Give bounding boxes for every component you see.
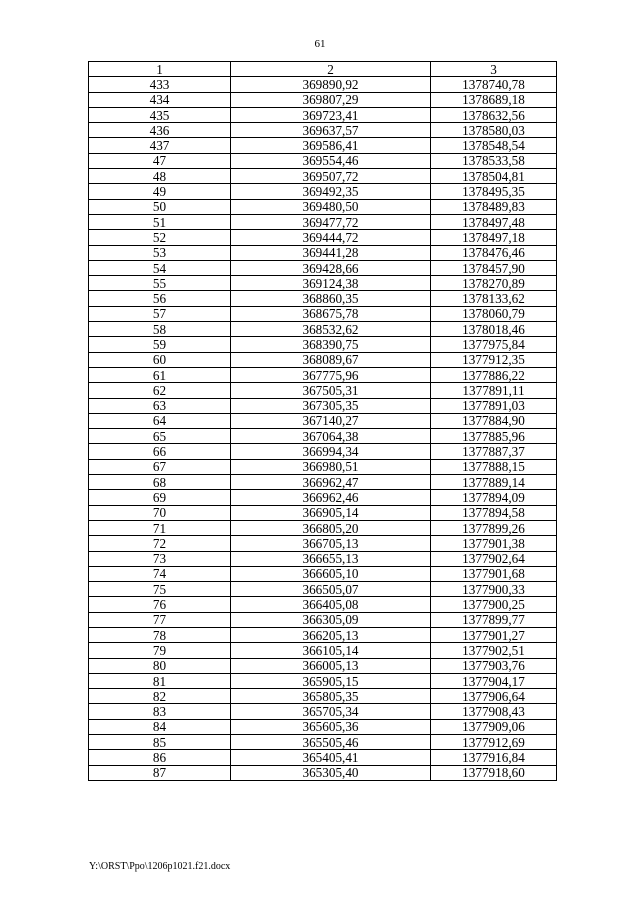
table-row — [89, 444, 557, 459]
table-row — [89, 566, 557, 581]
point-number-cell: 76 — [89, 597, 231, 612]
point-number-cell: 71 — [89, 520, 231, 535]
point-number-cell: 86 — [89, 750, 231, 765]
x-coordinate-cell: 366705,13 — [231, 536, 431, 551]
y-coordinate-cell: 1377975,84 — [431, 337, 557, 352]
table-body — [89, 77, 557, 781]
x-coordinate-cell: 366905,14 — [231, 505, 431, 520]
table-row — [89, 673, 557, 688]
x-coordinate-cell: 368860,35 — [231, 291, 431, 306]
table-row — [89, 765, 557, 780]
x-coordinate-cell: 366994,34 — [231, 444, 431, 459]
y-coordinate-cell: 1378495,35 — [431, 184, 557, 199]
table-row — [89, 735, 557, 750]
x-coordinate-cell: 369554,46 — [231, 153, 431, 168]
table-row — [89, 719, 557, 734]
table-row — [89, 306, 557, 321]
point-number-cell: 49 — [89, 184, 231, 199]
x-coordinate-cell: 369637,57 — [231, 123, 431, 138]
table-row — [89, 459, 557, 474]
y-coordinate-cell: 1377887,37 — [431, 444, 557, 459]
y-coordinate-cell: 1377900,33 — [431, 582, 557, 597]
y-coordinate-cell: 1378533,58 — [431, 153, 557, 168]
table-row — [89, 123, 557, 138]
table-row — [89, 367, 557, 382]
table-row — [89, 245, 557, 260]
y-coordinate-cell: 1377909,06 — [431, 719, 557, 734]
y-coordinate-cell: 1377891,11 — [431, 383, 557, 398]
table-row — [89, 612, 557, 627]
y-coordinate-cell: 1377884,90 — [431, 413, 557, 428]
x-coordinate-cell: 366805,20 — [231, 520, 431, 535]
point-number-cell: 62 — [89, 383, 231, 398]
table-row — [89, 551, 557, 566]
point-number-cell: 436 — [89, 123, 231, 138]
point-number-cell: 75 — [89, 582, 231, 597]
y-coordinate-cell: 1377899,77 — [431, 612, 557, 627]
x-coordinate-cell: 367064,38 — [231, 429, 431, 444]
point-number-cell: 82 — [89, 689, 231, 704]
point-number-cell: 79 — [89, 643, 231, 658]
point-number-cell: 72 — [89, 536, 231, 551]
x-coordinate-cell: 365505,46 — [231, 735, 431, 750]
table-row — [89, 184, 557, 199]
x-coordinate-cell: 368089,67 — [231, 352, 431, 367]
table-row — [89, 337, 557, 352]
x-coordinate-cell: 365805,35 — [231, 689, 431, 704]
point-number-cell: 433 — [89, 77, 231, 92]
x-coordinate-cell: 366305,09 — [231, 612, 431, 627]
point-number-cell: 60 — [89, 352, 231, 367]
point-number-cell: 54 — [89, 260, 231, 275]
x-coordinate-cell: 366405,08 — [231, 597, 431, 612]
x-coordinate-cell: 368390,75 — [231, 337, 431, 352]
table-row — [89, 276, 557, 291]
point-number-cell: 70 — [89, 505, 231, 520]
y-coordinate-cell: 1377899,26 — [431, 520, 557, 535]
x-coordinate-cell: 366205,13 — [231, 627, 431, 642]
y-coordinate-cell: 1377918,60 — [431, 765, 557, 780]
table-row — [89, 627, 557, 642]
table-row — [89, 92, 557, 107]
point-number-cell: 58 — [89, 322, 231, 337]
table-row — [89, 582, 557, 597]
x-coordinate-cell: 367505,31 — [231, 383, 431, 398]
table-row — [89, 383, 557, 398]
y-coordinate-cell: 1378060,79 — [431, 306, 557, 321]
table-row — [89, 505, 557, 520]
y-coordinate-cell: 1378476,46 — [431, 245, 557, 260]
column-header-1: 1 — [89, 62, 231, 77]
x-coordinate-cell: 369480,50 — [231, 199, 431, 214]
x-coordinate-cell: 365705,34 — [231, 704, 431, 719]
y-coordinate-cell: 1377894,09 — [431, 490, 557, 505]
y-coordinate-cell: 1377902,64 — [431, 551, 557, 566]
x-coordinate-cell: 367140,27 — [231, 413, 431, 428]
table-row — [89, 490, 557, 505]
page-number: 61 — [314, 38, 326, 50]
table-row — [89, 475, 557, 490]
x-coordinate-cell: 366962,46 — [231, 490, 431, 505]
x-coordinate-cell: 365905,15 — [231, 673, 431, 688]
table-row — [89, 352, 557, 367]
x-coordinate-cell: 365305,40 — [231, 765, 431, 780]
x-coordinate-cell: 368675,78 — [231, 306, 431, 321]
x-coordinate-cell: 369441,28 — [231, 245, 431, 260]
table-row — [89, 169, 557, 184]
table-row — [89, 199, 557, 214]
point-number-cell: 56 — [89, 291, 231, 306]
y-coordinate-cell: 1377908,43 — [431, 704, 557, 719]
y-coordinate-cell: 1377885,96 — [431, 429, 557, 444]
x-coordinate-cell: 366655,13 — [231, 551, 431, 566]
y-coordinate-cell: 1378689,18 — [431, 92, 557, 107]
point-number-cell: 57 — [89, 306, 231, 321]
y-coordinate-cell: 1377901,27 — [431, 627, 557, 642]
y-coordinate-cell: 1377904,17 — [431, 673, 557, 688]
x-coordinate-cell: 367775,96 — [231, 367, 431, 382]
x-coordinate-cell: 369586,41 — [231, 138, 431, 153]
y-coordinate-cell: 1378497,18 — [431, 230, 557, 245]
table-row — [89, 214, 557, 229]
x-coordinate-cell: 366605,10 — [231, 566, 431, 581]
y-coordinate-cell: 1377888,15 — [431, 459, 557, 474]
y-coordinate-cell: 1378504,81 — [431, 169, 557, 184]
y-coordinate-cell: 1377901,68 — [431, 566, 557, 581]
table-row — [89, 398, 557, 413]
point-number-cell: 78 — [89, 627, 231, 642]
y-coordinate-cell: 1378133,62 — [431, 291, 557, 306]
table-row — [89, 153, 557, 168]
y-coordinate-cell: 1377912,69 — [431, 735, 557, 750]
y-coordinate-cell: 1378580,03 — [431, 123, 557, 138]
x-coordinate-cell: 365605,36 — [231, 719, 431, 734]
point-number-cell: 65 — [89, 429, 231, 444]
y-coordinate-cell: 1378270,89 — [431, 276, 557, 291]
y-coordinate-cell: 1377902,51 — [431, 643, 557, 658]
x-coordinate-cell: 366980,51 — [231, 459, 431, 474]
x-coordinate-cell: 369507,72 — [231, 169, 431, 184]
x-coordinate-cell: 369723,41 — [231, 107, 431, 122]
x-coordinate-cell: 367305,35 — [231, 398, 431, 413]
point-number-cell: 59 — [89, 337, 231, 352]
y-coordinate-cell: 1377889,14 — [431, 475, 557, 490]
point-number-cell: 85 — [89, 735, 231, 750]
x-coordinate-cell: 365405,41 — [231, 750, 431, 765]
table-row — [89, 322, 557, 337]
point-number-cell: 64 — [89, 413, 231, 428]
table-row — [89, 750, 557, 765]
column-header-2: 2 — [231, 62, 431, 77]
table-row — [89, 429, 557, 444]
point-number-cell: 84 — [89, 719, 231, 734]
y-coordinate-cell: 1377906,64 — [431, 689, 557, 704]
point-number-cell: 87 — [89, 765, 231, 780]
x-coordinate-cell: 369428,66 — [231, 260, 431, 275]
point-number-cell: 80 — [89, 658, 231, 673]
y-coordinate-cell: 1377916,84 — [431, 750, 557, 765]
table-row — [89, 260, 557, 275]
x-coordinate-cell: 369124,38 — [231, 276, 431, 291]
point-number-cell: 53 — [89, 245, 231, 260]
point-number-cell: 68 — [89, 475, 231, 490]
y-coordinate-cell: 1378632,56 — [431, 107, 557, 122]
point-number-cell: 63 — [89, 398, 231, 413]
y-coordinate-cell: 1377900,25 — [431, 597, 557, 612]
x-coordinate-cell: 369807,29 — [231, 92, 431, 107]
point-number-cell: 48 — [89, 169, 231, 184]
point-number-cell: 47 — [89, 153, 231, 168]
point-number-cell: 50 — [89, 199, 231, 214]
point-number-cell: 66 — [89, 444, 231, 459]
point-number-cell: 83 — [89, 704, 231, 719]
point-number-cell: 67 — [89, 459, 231, 474]
y-coordinate-cell: 1377886,22 — [431, 367, 557, 382]
point-number-cell: 51 — [89, 214, 231, 229]
y-coordinate-cell: 1377912,35 — [431, 352, 557, 367]
point-number-cell: 73 — [89, 551, 231, 566]
point-number-cell: 61 — [89, 367, 231, 382]
y-coordinate-cell: 1377891,03 — [431, 398, 557, 413]
x-coordinate-cell: 366962,47 — [231, 475, 431, 490]
point-number-cell: 69 — [89, 490, 231, 505]
point-number-cell: 55 — [89, 276, 231, 291]
x-coordinate-cell: 368532,62 — [231, 322, 431, 337]
x-coordinate-cell: 366505,07 — [231, 582, 431, 597]
table-row — [89, 658, 557, 673]
table-row — [89, 77, 557, 92]
table-row — [89, 138, 557, 153]
table-row — [89, 689, 557, 704]
table-row — [89, 643, 557, 658]
column-header-3: 3 — [431, 62, 557, 77]
table-row — [89, 291, 557, 306]
point-number-cell: 437 — [89, 138, 231, 153]
point-number-cell: 74 — [89, 566, 231, 581]
point-number-cell: 435 — [89, 107, 231, 122]
table-row — [89, 520, 557, 535]
table-header-row — [89, 62, 557, 77]
y-coordinate-cell: 1378489,83 — [431, 199, 557, 214]
y-coordinate-cell: 1377903,76 — [431, 658, 557, 673]
point-number-cell: 52 — [89, 230, 231, 245]
table-row — [89, 413, 557, 428]
table-row — [89, 536, 557, 551]
x-coordinate-cell: 369444,72 — [231, 230, 431, 245]
table-row — [89, 597, 557, 612]
y-coordinate-cell: 1378740,78 — [431, 77, 557, 92]
coordinates-table — [88, 61, 557, 781]
y-coordinate-cell: 1377901,38 — [431, 536, 557, 551]
point-number-cell: 434 — [89, 92, 231, 107]
point-number-cell: 77 — [89, 612, 231, 627]
y-coordinate-cell: 1378018,46 — [431, 322, 557, 337]
table-row — [89, 107, 557, 122]
point-number-cell: 81 — [89, 673, 231, 688]
x-coordinate-cell: 369492,35 — [231, 184, 431, 199]
table-row — [89, 704, 557, 719]
y-coordinate-cell: 1377894,58 — [431, 505, 557, 520]
y-coordinate-cell: 1378457,90 — [431, 260, 557, 275]
x-coordinate-cell: 369477,72 — [231, 214, 431, 229]
y-coordinate-cell: 1378548,54 — [431, 138, 557, 153]
x-coordinate-cell: 366105,14 — [231, 643, 431, 658]
y-coordinate-cell: 1378497,48 — [431, 214, 557, 229]
x-coordinate-cell: 366005,13 — [231, 658, 431, 673]
x-coordinate-cell: 369890,92 — [231, 77, 431, 92]
footer-file-path: Y:\ORST\Ppo\1206p1021.f21.docx — [89, 861, 231, 872]
table-row — [89, 230, 557, 245]
